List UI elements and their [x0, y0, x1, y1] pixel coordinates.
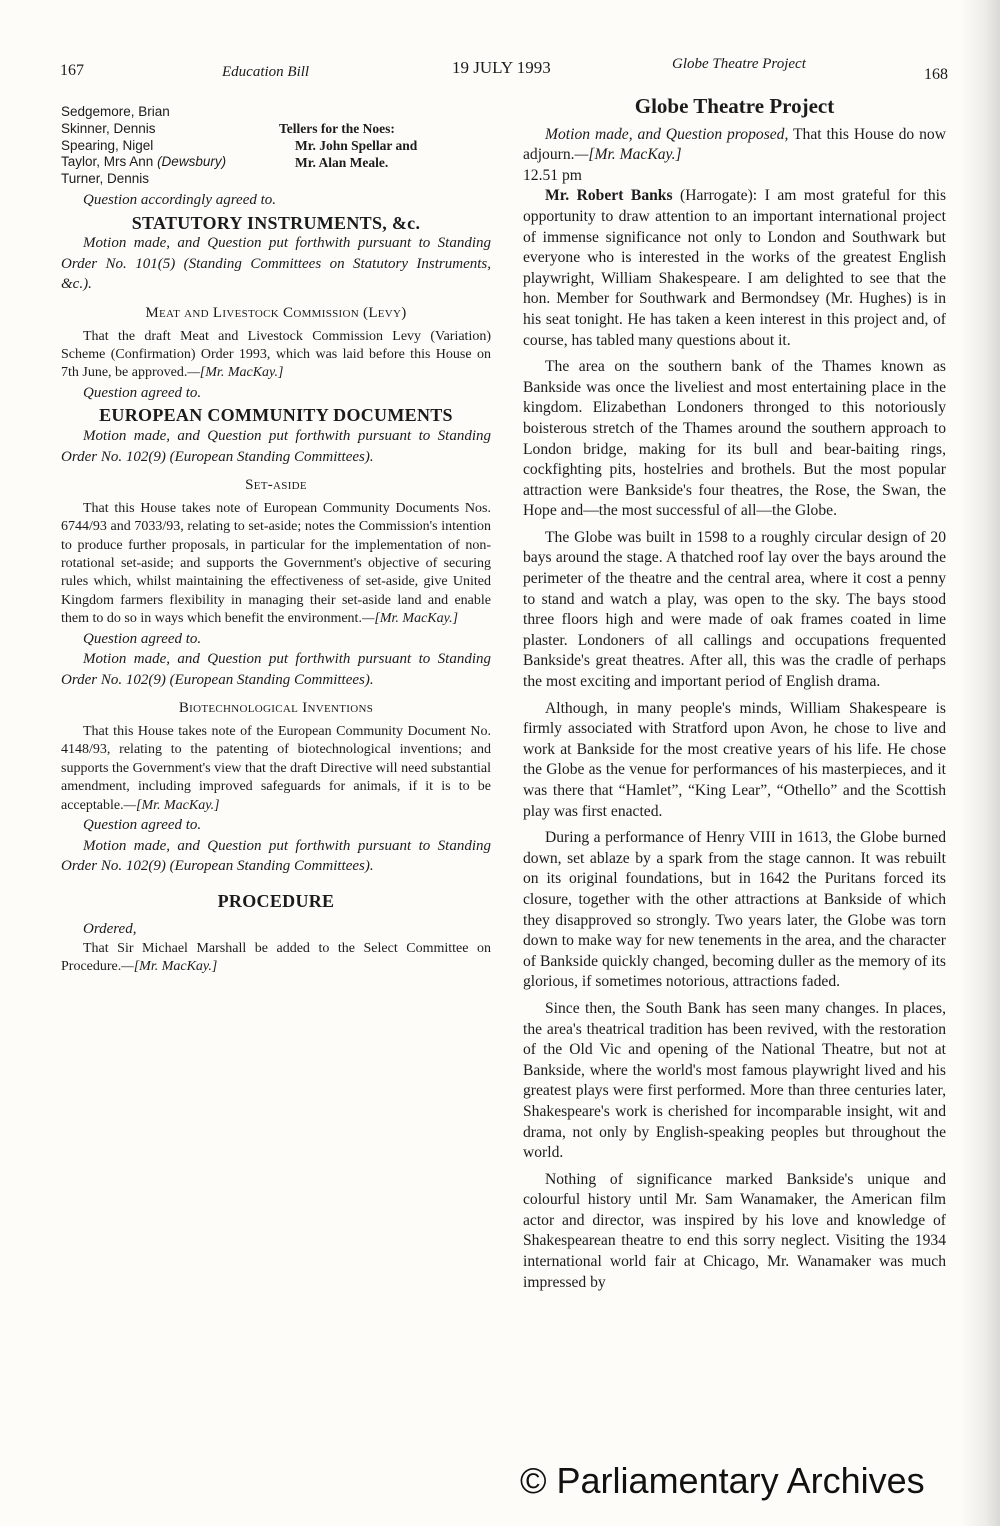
subheading-meat-livestock: Meat and Livestock Commission (Levy)	[145, 304, 407, 321]
division-name-taylor: Taylor, Mrs Ann (Dewsbury)	[61, 154, 227, 170]
debate-title: Globe Theatre Project	[634, 94, 835, 118]
section-heading-procedure: PROCEDURE	[217, 890, 335, 911]
attribution: —[Mr. MacKay.]	[361, 611, 459, 627]
order-text: That Sir Michael Marshall be added to the Select Committee on Procedure.—[Mr. MacKay.]	[61, 940, 491, 975]
question-agreed: Question accordingly agreed to.	[83, 192, 277, 208]
teller-name: Mr. John Spellar and	[295, 138, 418, 153]
right-column	[523, 96, 946, 1293]
speech-paragraph: Although, in many people's minds, William Shakespeare is firmly associated with Stratford upon Avon, he chose to live and work at Bankside for the most creative years of his life. He chose the Globe as the venue for performances of his masterpieces, and it was there that “Hamlet”, “King Lear”, “Othello” and the Scottish play was first enacted.	[523, 699, 946, 820]
running-title-left: Education Bill	[222, 64, 310, 80]
division-names	[61, 104, 226, 188]
attribution: —[Mr. MacKay.]	[121, 959, 218, 975]
tellers-heading: Tellers for the Noes:	[279, 121, 395, 136]
subheading-biotechnological: Biotechnological Inventions	[178, 700, 374, 717]
speech-paragraph: Since then, the South Bank has seen many changes. In places, the area's theatrical tradition has been revived, with the restoration of the Old Vic and opening of the National Theatre, but not at Bankside, where the world's most famous playwright lived and his greatest plays were first performed. More than three centuries later, Shakespeare's work is cherished for incomparable insight, wit and drama, not only by English-speaking peoples but throughout the world.	[523, 999, 946, 1162]
section-heading-european-documents: EUROPEAN COMMUNITY DOCUMENTS	[99, 405, 453, 426]
speaker-name: Mr. Robert Banks	[545, 187, 673, 205]
attribution: —[Mr. MacKay.]	[187, 365, 284, 381]
division-name: Spearing, Nigel	[61, 137, 154, 153]
order-text: That the draft Meat and Livestock Commission Levy (Variation) Scheme (Confirmation) Order 1993, which was laid before this House on 7th June, be approved.—[Mr. MacKay.]	[61, 328, 491, 381]
order-text: That this House takes note of the European Community Document No. 4148/93, relating to the patenting of biotechnological inventions; and supports the Government's view that the draft Directive will need substantial amendment, including improved safeguards for animals, if it is to be acceptable.—[Mr. MacKay.]	[61, 723, 491, 813]
division-name: Sedgemore, Brian	[61, 104, 170, 119]
order-text: That this House takes note of European Community Documents Nos. 6744/93 and 7033/93, relating to set-aside; notes the Commission's intention to produce further proposals, in particular for the implementation of non-rotational set-aside; and supports the Government's objective of securing rules which, whilst maintaining the effectiveness of set-aside, give United Kingdom farmers flexibility in managing their set-aside land and enable them to do so in ways which benefit the environment.—[Mr. MacKay.]	[61, 500, 491, 627]
question-agreed: Question agreed to.	[83, 817, 202, 833]
column-number-right: 168	[924, 66, 948, 83]
motion-text: Motion made, and Question put forthwith pursuant to Standing Order No. 102(9) (European Standing Committees).	[61, 427, 491, 465]
attribution: —[Mr. MacKay.]	[574, 146, 682, 164]
section-heading-statutory-instruments: STATUTORY INSTRUMENTS, &c.	[131, 212, 421, 233]
left-column	[61, 104, 491, 977]
speech-paragraph: The area on the southern bank of the Thames known as Bankside was once the liveliest and most entertaining place in the kingdom. Elizabethan Londoners thronged to this notoriously boisterous stretch of the Thames around the southern approach to London bridge, making for its bull and bear-baiting rings, cockfighting pits, hostelries and brothels. But the most popular attraction were Bankside's four theatres, the Rose, the Swan, the Hope and—the most successful of all—the Globe.	[523, 358, 946, 520]
motion-text: Motion made, and Question put forthwith pursuant to Standing Order No. 102(9) (European Standing Committees).	[61, 651, 491, 688]
speech-paragraph: During a performance of Henry VIII in 1613, the Globe burned down, set ablaze by a spark from the stage cannon. It was rebuilt on its original foundations, but in 1642 the Puritans forced its closure, together with the other attractions at Bankside of which they disapproved so strongly. Two years later, the Globe was torn down to make way for new tenements in the area, and the character of Bankside quickly changed, becoming duller as the memory of its glorious, if sometimes notorious, attractions faded.	[523, 829, 946, 991]
page-gutter-shadow	[960, 0, 1000, 1526]
column-number-left: 167	[60, 62, 84, 79]
constituency: (Dewsbury)	[157, 154, 227, 170]
question-agreed: Question agreed to.	[83, 630, 202, 647]
adjournment-motion: Motion made, and Question proposed, That this House do now adjourn.—[Mr. MacKay.]	[523, 125, 946, 164]
speaker-constituency: (Harrogate):	[672, 187, 765, 205]
question-agreed: Question agreed to.	[83, 384, 202, 401]
teller-name: Mr. Alan Meale.	[295, 155, 389, 170]
speech-paragraph: Nothing of significance marked Bankside's unique and colourful history until Mr. Sam Wanamaker, the American film actor and director, was inspired by his love and knowledge of Shakespearean theatre to end this sorry neglect. Visiting the 1934 international world fair at Chicago, Mr. Wanamaker was much impressed by	[523, 1170, 946, 1291]
subheading-set-aside: Set-aside	[245, 477, 307, 494]
running-title-right: Globe Theatre Project	[672, 56, 806, 72]
motion-text: Motion made, and Question put forthwith pursuant to Standing Order No. 102(9) (European Standing Committees).	[61, 837, 491, 875]
motion-text: Motion made, and Question put forthwith pursuant to Standing Order No. 101(5) (Standing Committees on Statutory Instruments, &c.).	[61, 235, 491, 293]
division-name: Skinner, Dennis	[61, 120, 156, 136]
copyright-watermark: © Parliamentary Archives	[520, 1460, 925, 1501]
speech-paragraph: The Globe was built in 1598 to a roughly circular design of 20 bays around the stage. A thatched roof lay over the bays around the perimeter of the theatre and the central area, where it cost a penny to stand and watch a play, was open to the sky. The bays stood three floors high and were made of oak frames coated in lime plaster. Londoners of all callings and occupations frequented Bankside's great theatres. After all, this was the cradle of perhaps the most exciting and important period of English drama.	[523, 528, 946, 691]
division-list	[61, 104, 491, 190]
ordered-label: Ordered,	[83, 921, 137, 938]
running-date: 19 JULY 1993	[452, 58, 551, 77]
speech-paragraph: Mr. Robert Banks (Harrogate): I am most grateful for this opportunity to draw attention to an important international project of immense significance not only to London and Southwark but everyone who is interested in the works of the greatest English playwright, William Shakespeare. I am delighted to see that the hon. Member for Southwark and Bermondsey (Mr. Hughes) is in his seat tonight. He has taken a keen interest in this project and, of course, has tabled many questions about it.	[523, 187, 947, 349]
tellers-block	[279, 120, 417, 171]
division-name: Turner, Dennis	[61, 171, 150, 187]
timestamp: 12.51 pm	[523, 166, 582, 184]
attribution: —[Mr. MacKay.]	[123, 797, 220, 813]
